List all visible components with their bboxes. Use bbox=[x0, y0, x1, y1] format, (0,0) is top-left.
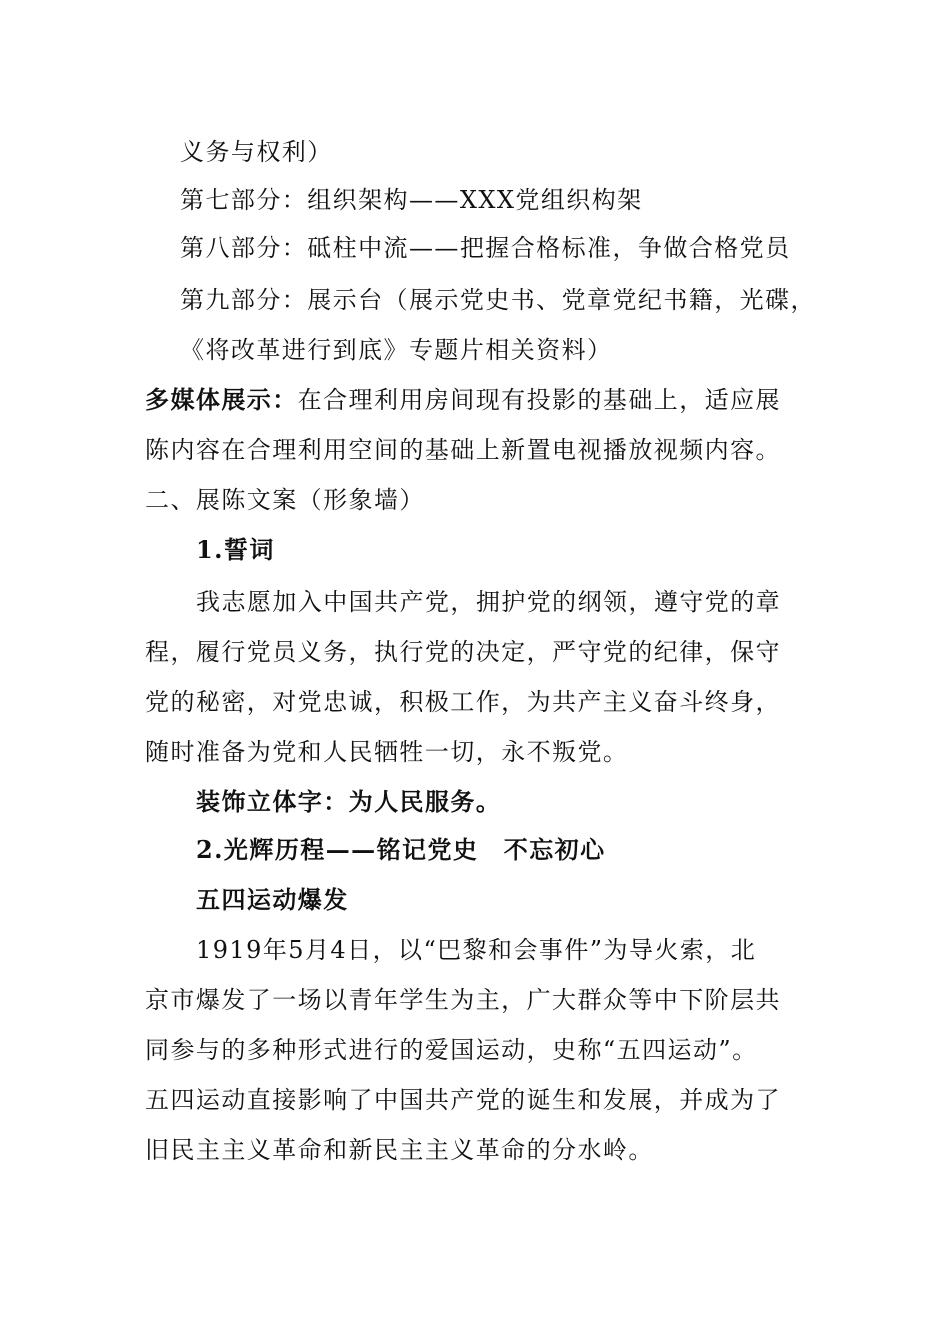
oath-line-4: 随时准备为党和人民牺牲一切，永不叛党。 bbox=[145, 738, 629, 766]
may-fourth-heading: 五四运动爆发 bbox=[196, 885, 349, 914]
history-heading: 2.光辉历程——铭记党史 不忘初心 bbox=[196, 835, 606, 864]
may-fourth-line-4: 五四运动直接影响了中国共产党的诞生和发展，并成为了 bbox=[145, 1086, 781, 1114]
may-fourth-line-2: 京市爆发了一场以青年学生为主，广大群众等中下阶层共 bbox=[145, 986, 781, 1014]
decor-text: 装饰立体字：为人民服务。 bbox=[196, 787, 502, 816]
section-two-heading: 二、展陈文案（形象墙） bbox=[145, 486, 425, 514]
may-fourth-line-3: 同参与的多种形式进行的爱国运动，史称“五四运动”。 bbox=[145, 1036, 758, 1064]
oath-line-3: 党的秘密，对党忠诚，积极工作，为共产主义奋斗终身， bbox=[145, 688, 781, 716]
multimedia-label: 多媒体展示： bbox=[145, 385, 298, 414]
multimedia-paragraph-line1 bbox=[145, 384, 781, 416]
oath-heading: 1.誓词 bbox=[196, 535, 275, 564]
multimedia-paragraph-line2: 陈内容在合理利用空间的基础上新置电视播放视频内容。 bbox=[145, 436, 781, 464]
may-fourth-line-5: 旧民主主义革命和新民主主义革命的分水岭。 bbox=[145, 1136, 654, 1164]
multimedia-text-1: 在合理利用房间现有投影的基础上，适应展 bbox=[297, 386, 781, 414]
oath-line-1: 我志愿加入中国共产党，拥护党的纲领，遵守党的章 bbox=[196, 588, 782, 616]
may-fourth-line-1: 1919年5月4日，以“巴黎和会事件”为导火索，北 bbox=[196, 936, 757, 964]
part-eight-line: 第八部分：砥柱中流——把握合格标准，争做合格党员 bbox=[180, 234, 791, 262]
oath-line-2: 程，履行党员义务，执行党的决定，严守党的纪律，保守 bbox=[145, 638, 781, 666]
part-nine-continuation: 《将改革进行到底》专题片相关资料） bbox=[180, 336, 613, 364]
part-nine-line: 第九部分：展示台（展示党史书、党章党纪书籍，光碟， bbox=[180, 286, 816, 314]
part-seven-line: 第七部分：组织架构——XXX党组织构架 bbox=[180, 186, 643, 214]
doc-line-1: 义务与权利） bbox=[180, 138, 333, 166]
